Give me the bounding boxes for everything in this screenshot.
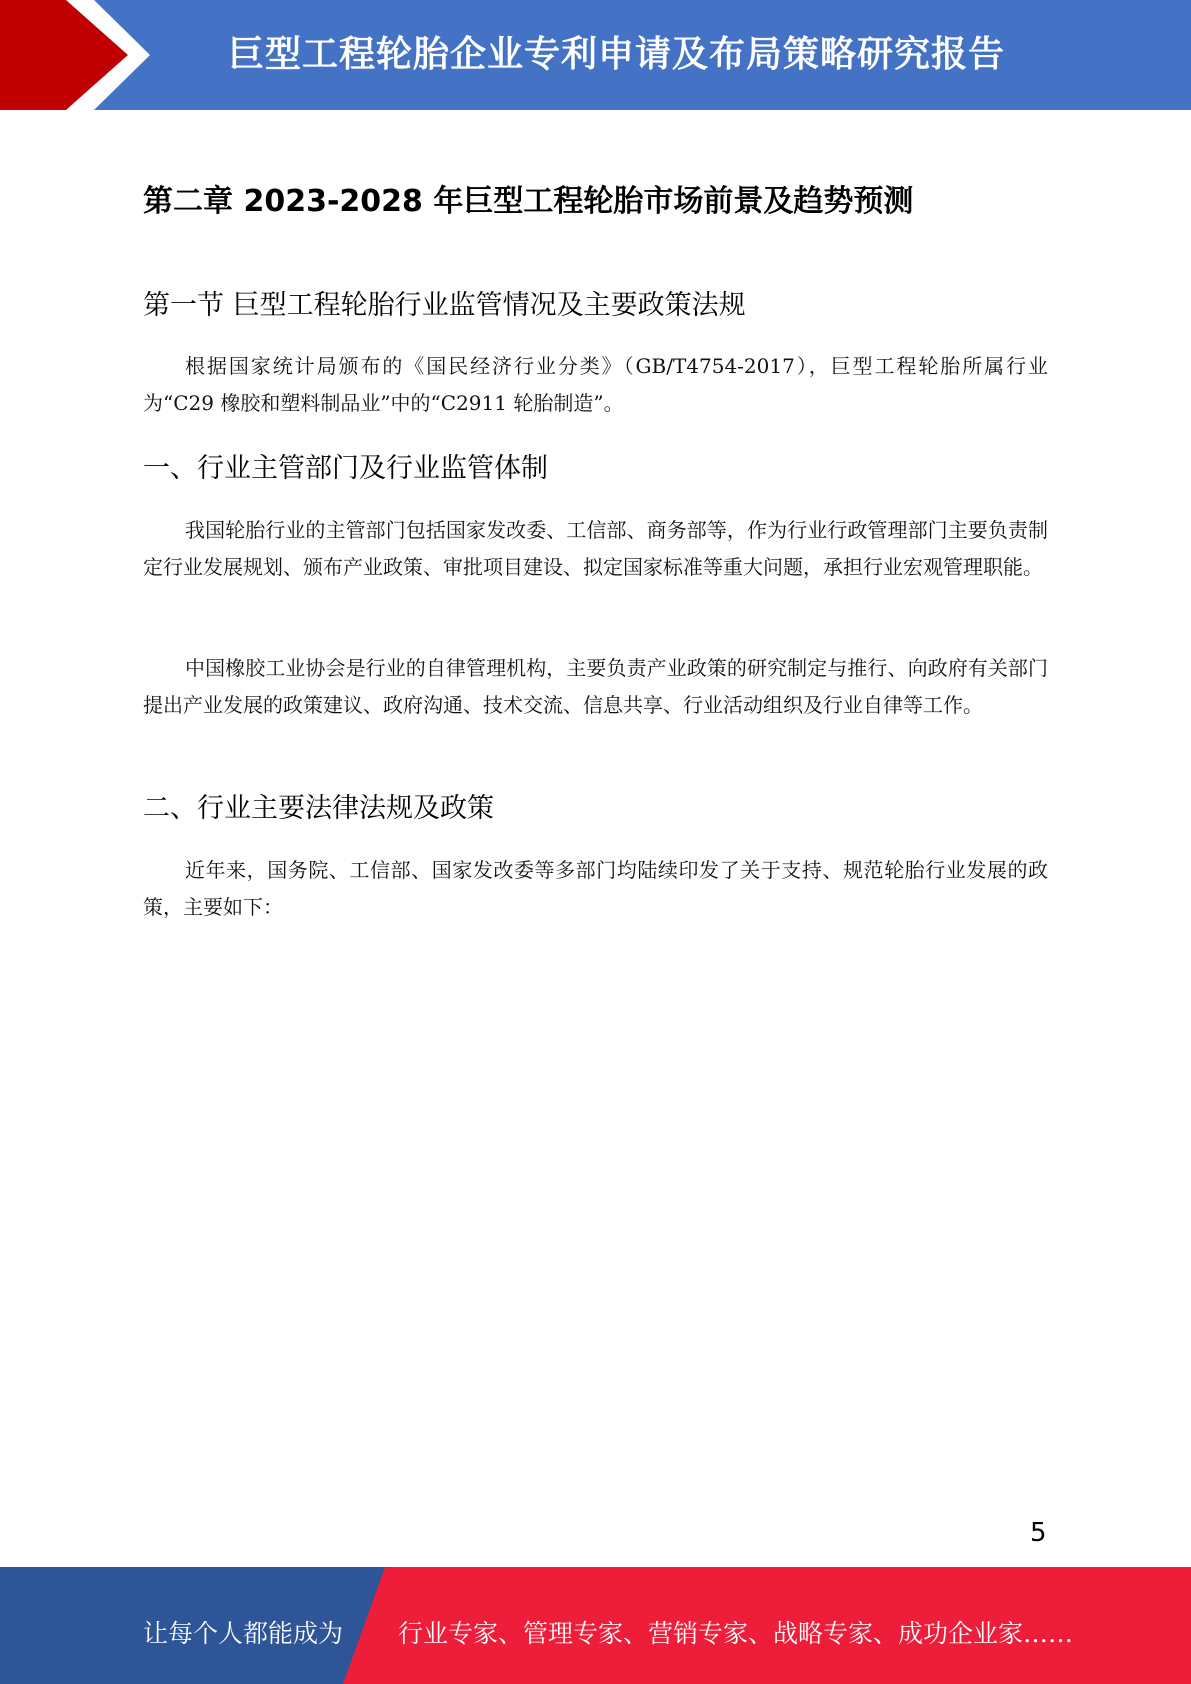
header-banner bbox=[0, 0, 1191, 110]
paragraph-authorities: 我国轮胎行业的主管部门包括国家发改委、工信部、商务部等，作为行业行政管理部门主要负责制定行业发展规划、颁布产业政策、审批项目建设、拟定国家标准等重大问题，承担行业宏观管理职能。 bbox=[143, 518, 1048, 579]
subsection-title-regulatory: 一、行业主管部门及行业监管体制 bbox=[143, 453, 548, 484]
chapter-title: 第二章 2023-2028 年巨型工程轮胎市场前景及趋势预测 bbox=[143, 184, 914, 219]
section-intro-paragraph: 根据国家统计局颁布的《国民经济行业分类》（GB/T4754-2017），巨型工程轮胎所属行业为“C29 橡胶和塑料制品业”中的“C2911 轮胎制造”。 bbox=[143, 354, 1048, 415]
footer-banner bbox=[0, 1567, 1191, 1684]
page-number: 5 bbox=[1030, 1518, 1047, 1548]
paragraph-association: 中国橡胶工业协会是行业的自律管理机构，主要负责产业政策的研究制定与推行、向政府有关部门提出产业发展的政策建议、政府沟通、技术交流、信息共享、行业活动组织及行业自律等工作。 bbox=[143, 656, 1048, 717]
footer-slogan-right: 行业专家、管理专家、营销专家、战略专家、成功企业家…… bbox=[398, 1619, 1074, 1648]
section-title: 第一节 巨型工程轮胎行业监管情况及主要政策法规 bbox=[143, 290, 746, 321]
paragraph-policies: 近年来，国务院、工信部、国家发改委等多部门均陆续印发了关于支持、规范轮胎行业发展的政策，主要如下： bbox=[143, 858, 1048, 919]
subsection-title-policies: 二、行业主要法律法规及政策 bbox=[143, 793, 494, 824]
footer-slogan-left: 让每个人都能成为 bbox=[143, 1619, 344, 1648]
header-arrow-decoration bbox=[0, 0, 160, 110]
report-title: 巨型工程轮胎企业专利申请及布局策略研究报告 bbox=[228, 34, 1006, 75]
